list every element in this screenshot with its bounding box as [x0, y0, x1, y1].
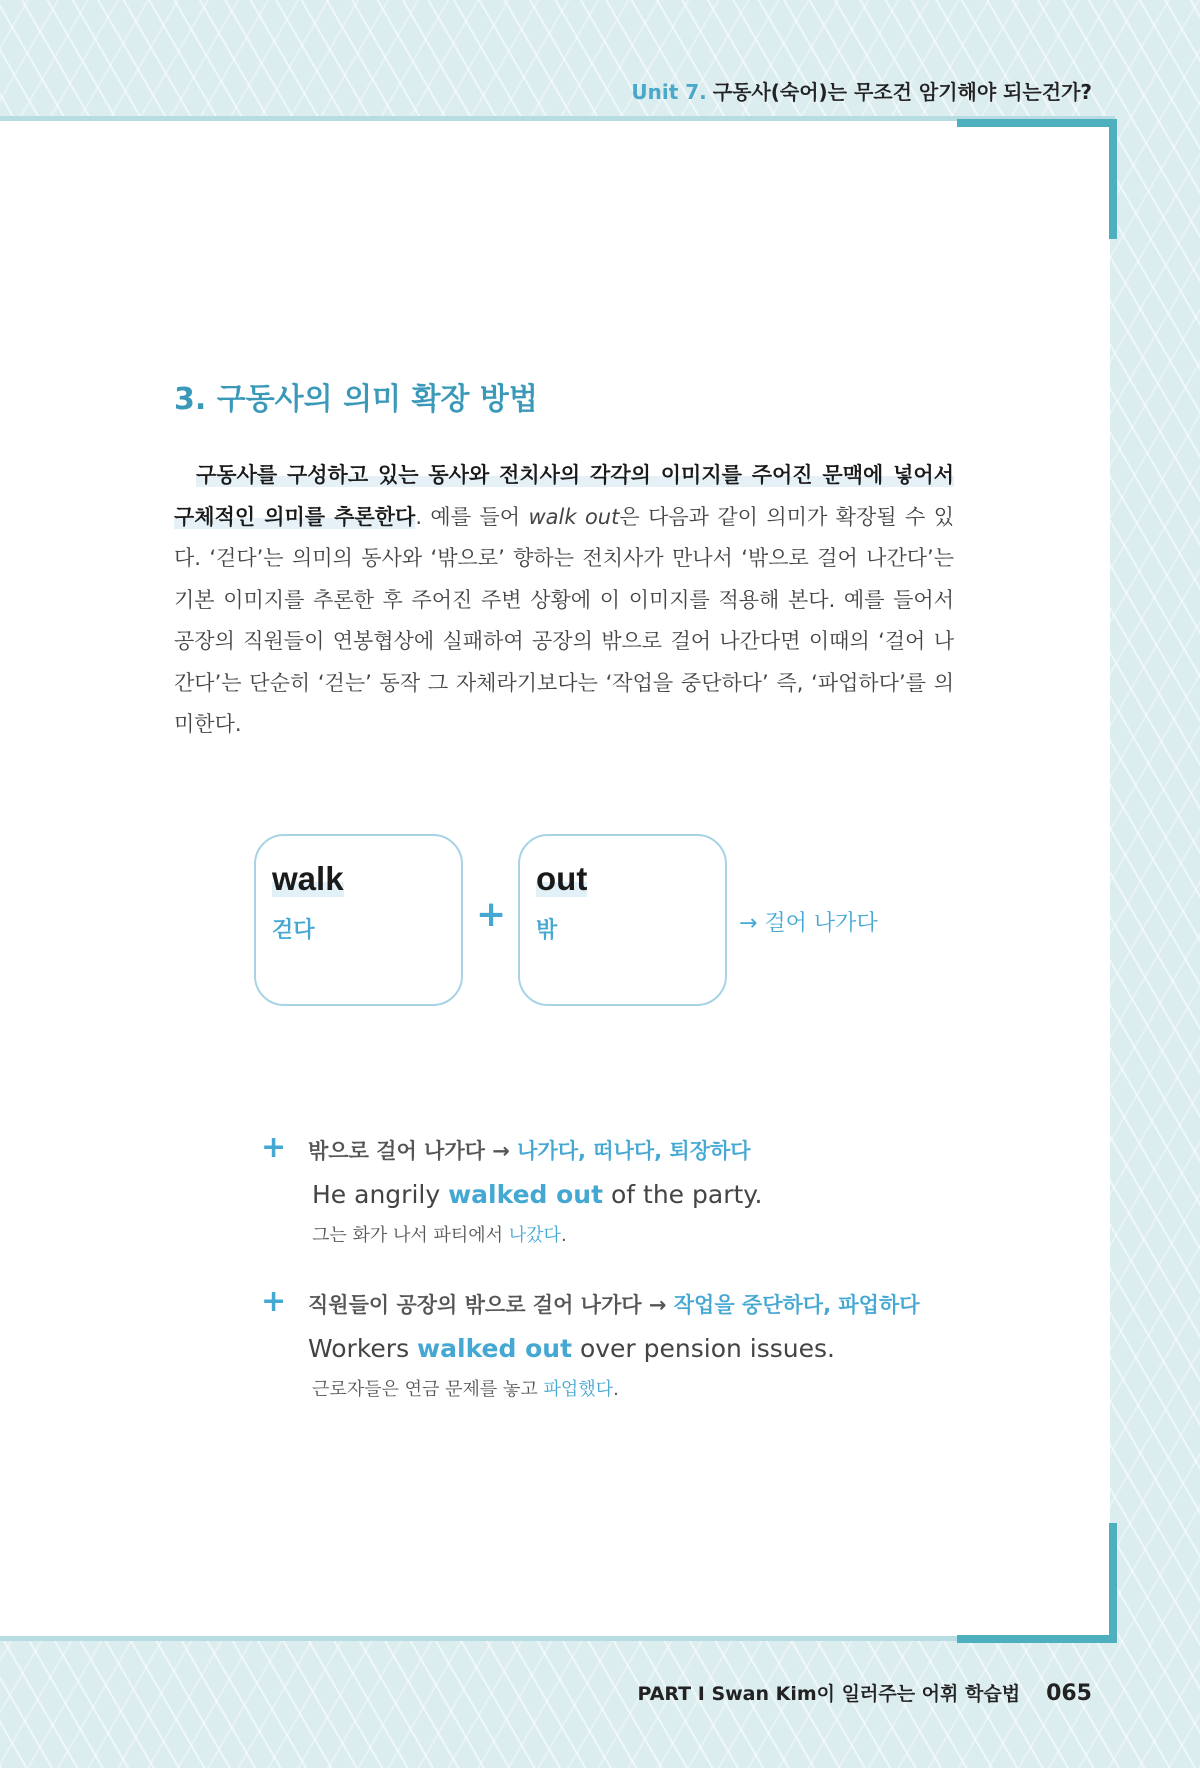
- word-box-walk: [254, 834, 463, 1006]
- example-sentence-ko: 그는 화가 나서 파티에서 나갔다.: [312, 1225, 567, 1246]
- plus-icon: +: [476, 894, 507, 935]
- box-meaning: 걷다: [272, 918, 315, 943]
- lead-sentence: 구동사를 구성하고 있는 동사와 전치사의 각각의 이미지를 주어진 문맥에 넣어서 구체적인 의미를 추론한다: [174, 463, 954, 529]
- page-number: 065: [1046, 1681, 1092, 1706]
- example-heading: 직원들이 공장의 밖으로 걸어 나가다 → 작업을 중단하다, 파업하다: [308, 1293, 920, 1317]
- page-footer: [638, 1679, 1092, 1706]
- plus-icon: +: [261, 1284, 287, 1319]
- paragraph-text-2: 은 다음과 같이 의미가 확장될 수 있다. ‘걷다’는 의미의 동사와 ‘밖으로’ 향하는 전치사가 만나서 ‘밖으로 걸어 나간다’는 기본 이미지를 추론한 후 주어진 주변 상황에 이 이미지를 적용해 본다. 예를 들어서 공장의 직원들이 연봉협상에 실패하여 공장의 밖으로 걸어 나간다면 이때의 ‘걸어 나간다’는 단순히 ‘걷는’ 동작 그 자체라기보다는 ‘작업을 중단하다’ 즉, ‘파업하다’를 의미한다.: [174, 504, 954, 736]
- frame-corner-top-horizontal: [957, 119, 1117, 127]
- example-heading-meaning: 나가다, 떠나다, 퇴장하다: [517, 1139, 751, 1163]
- box-word: walk: [272, 860, 344, 897]
- example-heading-meaning: 작업을 중단하다, 파업하다: [673, 1293, 920, 1317]
- plus-icon: +: [261, 1130, 287, 1165]
- box-word: out: [536, 860, 588, 897]
- section-title: 3. 구동사의 의미 확장 방법: [174, 382, 538, 417]
- box-meaning: 밖: [536, 918, 558, 943]
- frame-corner-bottom-horizontal: [957, 1635, 1117, 1643]
- paragraph-text-1: . 예를 들어: [415, 504, 529, 529]
- example-sentence-en: He angrily walked out of the party.: [312, 1180, 763, 1209]
- frame-corner-bottom-vertical: [1109, 1523, 1117, 1643]
- diagram-result: → 걸어 나가다: [739, 911, 878, 936]
- phrasal-verb-highlight: walked out: [417, 1334, 573, 1363]
- example-sentence-en: Workers walked out over pension issues.: [308, 1334, 836, 1363]
- word-box-out: [518, 834, 727, 1006]
- running-header: [631, 76, 1092, 105]
- unit-label: Unit 7.: [631, 80, 707, 104]
- phrasal-verb-highlight: walked out: [448, 1180, 604, 1209]
- example-heading: 밖으로 걸어 나가다 → 나가다, 떠나다, 퇴장하다: [308, 1139, 751, 1163]
- italic-term: walk out: [528, 504, 620, 529]
- bottom-rule: [0, 1636, 1115, 1641]
- frame-corner-top-vertical: [1109, 119, 1117, 239]
- example-sentence-ko: 근로자들은 연금 문제를 놓고 파업했다.: [312, 1379, 619, 1400]
- body-paragraph: [174, 455, 954, 746]
- unit-title: 구동사(숙어)는 무조건 암기해야 되는건가?: [712, 80, 1092, 104]
- footer-part: PART I Swan Kim이 일러주는 어휘 학습법: [637, 1683, 1021, 1705]
